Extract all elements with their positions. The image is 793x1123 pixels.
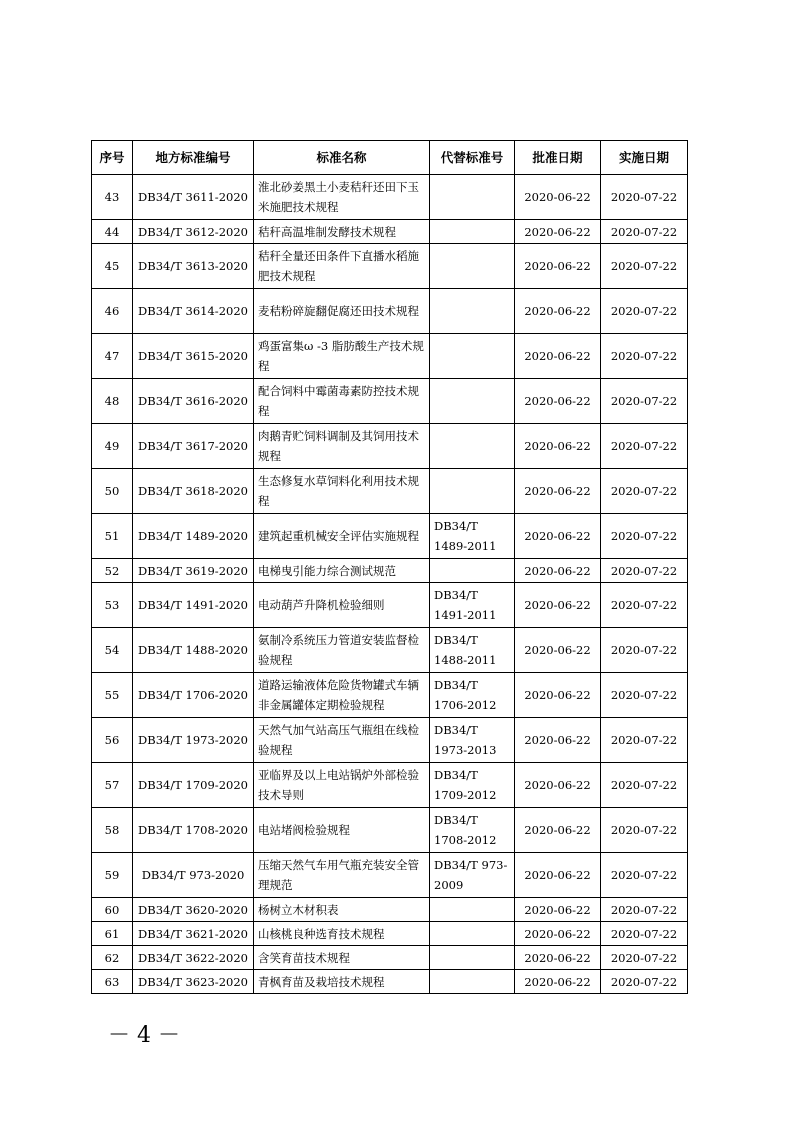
row-code: DB34/T 3616-2020: [133, 379, 254, 424]
row-code: DB34/T 3618-2020: [133, 469, 254, 514]
row-code: DB34/T 1491-2020: [133, 583, 254, 628]
row-implement-date: 2020-07-22: [601, 379, 688, 424]
row-approve-date: 2020-06-22: [515, 673, 601, 718]
row-implement-date: 2020-07-22: [601, 244, 688, 289]
table-row: [92, 244, 688, 289]
table-row: [92, 514, 688, 559]
row-replaces: [430, 424, 515, 469]
row-approve-date: 2020-06-22: [515, 808, 601, 853]
row-implement-date: 2020-07-22: [601, 673, 688, 718]
row-seq: 45: [92, 244, 133, 289]
row-seq: 54: [92, 628, 133, 673]
row-implement-date: 2020-07-22: [601, 514, 688, 559]
row-approve-date: 2020-06-22: [515, 628, 601, 673]
row-approve-date: 2020-06-22: [515, 514, 601, 559]
row-replaces: DB34/T 1973-2013: [430, 718, 515, 763]
table-row: [92, 559, 688, 583]
row-implement-date: 2020-07-22: [601, 424, 688, 469]
row-approve-date: 2020-06-22: [515, 469, 601, 514]
row-replaces: [430, 559, 515, 583]
row-name: 生态修复水草饲料化利用技术规程: [254, 469, 430, 514]
row-replaces: [430, 175, 515, 220]
row-replaces: DB34/T 1708-2012: [430, 808, 515, 853]
row-replaces: [430, 898, 515, 922]
row-name: 压缩天然气车用气瓶充装安全管理规范: [254, 853, 430, 898]
row-code: DB34/T 3621-2020: [133, 922, 254, 946]
row-code: DB34/T 1706-2020: [133, 673, 254, 718]
row-replaces: DB34/T 1491-2011: [430, 583, 515, 628]
row-seq: 58: [92, 808, 133, 853]
row-name: 淮北砂姜黑土小麦秸秆还田下玉米施肥技术规程: [254, 175, 430, 220]
row-code: DB34/T 3611-2020: [133, 175, 254, 220]
row-implement-date: 2020-07-22: [601, 559, 688, 583]
row-seq: 57: [92, 763, 133, 808]
table-row: [92, 922, 688, 946]
page-number: － 4 －: [108, 1023, 180, 1048]
row-name: 山核桃良种选育技术规程: [254, 922, 430, 946]
row-implement-date: 2020-07-22: [601, 718, 688, 763]
table-row: [92, 673, 688, 718]
row-name: 电梯曳引能力综合测试规范: [254, 559, 430, 583]
row-seq: 48: [92, 379, 133, 424]
row-name: 天然气加气站高压气瓶组在线检验规程: [254, 718, 430, 763]
row-code: DB34/T 3622-2020: [133, 946, 254, 970]
row-name: 亚临界及以上电站锅炉外部检验技术导则: [254, 763, 430, 808]
row-name: 麦秸粉碎旋翻促腐还田技术规程: [254, 289, 430, 334]
row-replaces: [430, 946, 515, 970]
row-approve-date: 2020-06-22: [515, 220, 601, 244]
row-replaces: [430, 244, 515, 289]
row-seq: 55: [92, 673, 133, 718]
row-approve-date: 2020-06-22: [515, 244, 601, 289]
row-replaces: [430, 379, 515, 424]
row-implement-date: 2020-07-22: [601, 628, 688, 673]
row-code: DB34/T 3619-2020: [133, 559, 254, 583]
row-code: DB34/T 3612-2020: [133, 220, 254, 244]
header-code: 地方标准编号: [133, 141, 254, 175]
row-replaces: DB34/T 1709-2012: [430, 763, 515, 808]
header-replaces: 代替标准号: [430, 141, 515, 175]
row-seq: 61: [92, 922, 133, 946]
row-seq: 62: [92, 946, 133, 970]
row-seq: 60: [92, 898, 133, 922]
row-code: DB34/T 3615-2020: [133, 334, 254, 379]
table-row: [92, 424, 688, 469]
table-row: [92, 628, 688, 673]
row-seq: 47: [92, 334, 133, 379]
row-replaces: [430, 289, 515, 334]
row-code: DB34/T 1973-2020: [133, 718, 254, 763]
row-approve-date: 2020-06-22: [515, 379, 601, 424]
table-row: [92, 718, 688, 763]
row-implement-date: 2020-07-22: [601, 175, 688, 220]
row-name: 氨制冷系统压力管道安装监督检验规程: [254, 628, 430, 673]
row-implement-date: 2020-07-22: [601, 808, 688, 853]
row-code: DB34/T 3613-2020: [133, 244, 254, 289]
row-approve-date: 2020-06-22: [515, 946, 601, 970]
table-row: [92, 289, 688, 334]
table-row: [92, 898, 688, 922]
row-implement-date: 2020-07-22: [601, 334, 688, 379]
row-implement-date: 2020-07-22: [601, 220, 688, 244]
row-code: DB34/T 1488-2020: [133, 628, 254, 673]
row-approve-date: 2020-06-22: [515, 334, 601, 379]
header-approve-date: 批准日期: [515, 141, 601, 175]
row-seq: 49: [92, 424, 133, 469]
row-name: 电站堵阀检验规程: [254, 808, 430, 853]
row-name: 道路运输液体危险货物罐式车辆非金属罐体定期检验规程: [254, 673, 430, 718]
row-replaces: DB34/T 1488-2011: [430, 628, 515, 673]
row-implement-date: 2020-07-22: [601, 289, 688, 334]
row-implement-date: 2020-07-22: [601, 922, 688, 946]
standards-table: [91, 140, 688, 994]
row-seq: 44: [92, 220, 133, 244]
row-seq: 59: [92, 853, 133, 898]
row-name: 秸秆高温堆制发酵技术规程: [254, 220, 430, 244]
table-row: [92, 220, 688, 244]
row-code: DB34/T 3617-2020: [133, 424, 254, 469]
row-name: 杨树立木材积表: [254, 898, 430, 922]
row-seq: 51: [92, 514, 133, 559]
row-approve-date: 2020-06-22: [515, 922, 601, 946]
row-code: DB34/T 973-2020: [133, 853, 254, 898]
row-approve-date: 2020-06-22: [515, 559, 601, 583]
row-code: DB34/T 1708-2020: [133, 808, 254, 853]
row-seq: 52: [92, 559, 133, 583]
row-replaces: [430, 220, 515, 244]
row-code: DB34/T 1489-2020: [133, 514, 254, 559]
row-approve-date: 2020-06-22: [515, 718, 601, 763]
table-row: [92, 175, 688, 220]
row-seq: 50: [92, 469, 133, 514]
row-name: 肉鹅青贮饲料调制及其饲用技术规程: [254, 424, 430, 469]
row-name: 电动葫芦升降机检验细则: [254, 583, 430, 628]
row-approve-date: 2020-06-22: [515, 763, 601, 808]
row-approve-date: 2020-06-22: [515, 898, 601, 922]
row-name: 含笑育苗技术规程: [254, 946, 430, 970]
row-approve-date: 2020-06-22: [515, 583, 601, 628]
row-name: 配合饲料中霉菌毒素防控技术规程: [254, 379, 430, 424]
row-seq: 63: [92, 970, 133, 994]
row-name: 秸秆全量还田条件下直播水稻施肥技术规程: [254, 244, 430, 289]
row-seq: 46: [92, 289, 133, 334]
table-row: [92, 379, 688, 424]
row-replaces: DB34/T 973-2009: [430, 853, 515, 898]
row-seq: 56: [92, 718, 133, 763]
header-implement-date: 实施日期: [601, 141, 688, 175]
table-row: [92, 334, 688, 379]
row-seq: 53: [92, 583, 133, 628]
row-name: 建筑起重机械安全评估实施规程: [254, 514, 430, 559]
row-replaces: DB34/T 1489-2011: [430, 514, 515, 559]
row-replaces: DB34/T 1706-2012: [430, 673, 515, 718]
table-row: [92, 469, 688, 514]
row-seq: 43: [92, 175, 133, 220]
table-header-row: [92, 141, 688, 175]
row-approve-date: 2020-06-22: [515, 289, 601, 334]
row-code: DB34/T 1709-2020: [133, 763, 254, 808]
table-row: [92, 853, 688, 898]
row-approve-date: 2020-06-22: [515, 424, 601, 469]
row-code: DB34/T 3620-2020: [133, 898, 254, 922]
row-implement-date: 2020-07-22: [601, 946, 688, 970]
row-code: DB34/T 3614-2020: [133, 289, 254, 334]
table-row: [92, 583, 688, 628]
row-name: 鸡蛋富集ω -3 脂肪酸生产技术规程: [254, 334, 430, 379]
row-implement-date: 2020-07-22: [601, 583, 688, 628]
header-seq: 序号: [92, 141, 133, 175]
row-name: 青枫育苗及栽培技术规程: [254, 970, 430, 994]
header-name: 标准名称: [254, 141, 430, 175]
table-row: [92, 763, 688, 808]
row-implement-date: 2020-07-22: [601, 469, 688, 514]
row-approve-date: 2020-06-22: [515, 970, 601, 994]
row-implement-date: 2020-07-22: [601, 970, 688, 994]
row-implement-date: 2020-07-22: [601, 853, 688, 898]
row-replaces: [430, 334, 515, 379]
row-implement-date: 2020-07-22: [601, 898, 688, 922]
row-replaces: [430, 469, 515, 514]
table-row: [92, 946, 688, 970]
table-row: [92, 808, 688, 853]
row-replaces: [430, 970, 515, 994]
row-code: DB34/T 3623-2020: [133, 970, 254, 994]
table-row: [92, 970, 688, 994]
row-replaces: [430, 922, 515, 946]
row-approve-date: 2020-06-22: [515, 853, 601, 898]
row-implement-date: 2020-07-22: [601, 763, 688, 808]
row-approve-date: 2020-06-22: [515, 175, 601, 220]
